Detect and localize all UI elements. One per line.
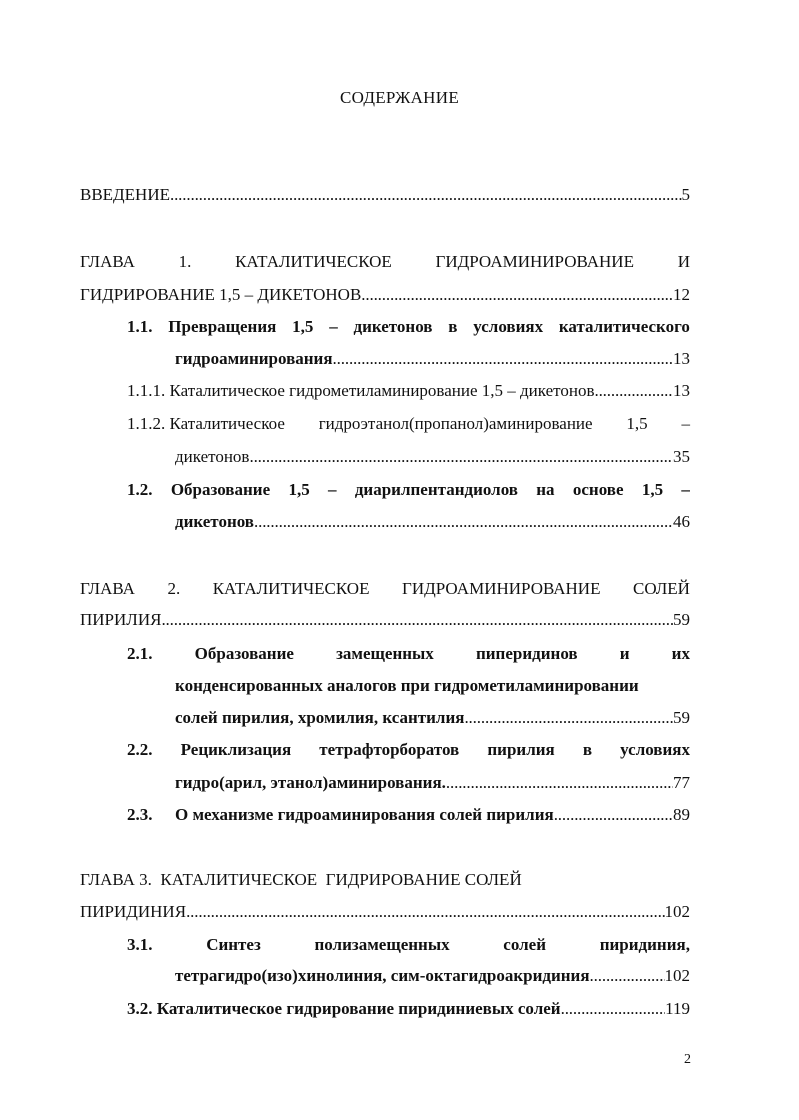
leader-dots bbox=[590, 964, 665, 988]
word: Образование bbox=[170, 480, 271, 499]
word: Рециклизация bbox=[180, 740, 292, 759]
word: – bbox=[681, 480, 690, 499]
word: – bbox=[681, 414, 690, 433]
leader-dots bbox=[361, 283, 673, 307]
section-number: 2.3. bbox=[127, 805, 153, 824]
toc-label: тетрагидро(изо)хинолиния, сим-октагидроакридиния bbox=[175, 966, 590, 985]
leader-dots bbox=[170, 183, 682, 207]
toc-chapter-2-line2[interactable] bbox=[80, 608, 690, 632]
section-number: 1.1. bbox=[127, 317, 153, 336]
toc-section-2-1-line2[interactable] bbox=[175, 674, 690, 698]
toc-label: солей пирилия, хромилия, ксантилия bbox=[175, 708, 465, 727]
word: и bbox=[619, 644, 630, 663]
section-number: 2.2. bbox=[127, 740, 153, 759]
word: 1. bbox=[178, 252, 192, 271]
section-number: 2.1. bbox=[127, 644, 153, 663]
word: пиперидинов bbox=[475, 644, 578, 663]
toc-label: 3.2. Каталитическое гидрирование пиридиниевых солей bbox=[127, 999, 561, 1018]
word: замещенных bbox=[336, 644, 434, 663]
leader-dots bbox=[254, 510, 673, 534]
toc-section-1-2[interactable] bbox=[127, 478, 690, 502]
toc-page: 13 bbox=[673, 349, 690, 368]
word: гидроэтанол(пропанол)аминирование bbox=[318, 414, 593, 433]
leader-dots bbox=[186, 900, 664, 924]
toc-page: 77 bbox=[673, 773, 690, 792]
leader-dots bbox=[161, 608, 673, 632]
toc-section-1-2-line2[interactable] bbox=[175, 510, 690, 534]
toc-chapter-3-line2[interactable] bbox=[80, 900, 690, 924]
toc-label: ВВЕДЕНИЕ bbox=[80, 185, 170, 204]
word: Превращения bbox=[168, 317, 277, 336]
word: СОЛЕЙ bbox=[633, 579, 690, 598]
word: 1.1.2. Каталитическое bbox=[127, 414, 285, 433]
page-number: 2 bbox=[684, 1052, 691, 1067]
word: – bbox=[328, 480, 337, 499]
page-title: СОДЕРЖАНИЕ bbox=[339, 88, 460, 107]
toc-section-1-1[interactable] bbox=[127, 315, 690, 339]
toc-label: О механизме гидроаминирования солей пирилия bbox=[175, 805, 554, 824]
word: пирилия bbox=[487, 740, 555, 759]
toc-chapter-2-heading[interactable] bbox=[80, 577, 690, 601]
word: тетрафторборатов bbox=[319, 740, 460, 759]
toc-page: 119 bbox=[665, 999, 690, 1018]
toc-label: 1.1.1. Каталитическое гидрометиламинирование 1,5 – дикетонов bbox=[127, 381, 595, 400]
toc-page: 46 bbox=[673, 512, 690, 531]
leader-dots bbox=[464, 706, 673, 730]
word: полизамещенных bbox=[314, 935, 450, 954]
word: И bbox=[677, 252, 690, 271]
toc-page: 89 bbox=[673, 805, 690, 824]
word: каталитического bbox=[558, 317, 690, 336]
word: дикетонов bbox=[353, 317, 433, 336]
toc-section-2-1-line3[interactable] bbox=[175, 706, 690, 730]
word: в bbox=[448, 317, 458, 336]
word: ГИДРОАМИНИРОВАНИЕ bbox=[435, 252, 634, 271]
leader-dots bbox=[594, 379, 673, 403]
toc-label: дикетонов bbox=[175, 447, 250, 466]
word: 1,5 bbox=[626, 414, 648, 433]
word: Образование bbox=[194, 644, 294, 663]
toc-section-2-1[interactable] bbox=[127, 642, 690, 666]
toc-section-3-2[interactable] bbox=[127, 997, 690, 1021]
toc-section-2-2-line2[interactable] bbox=[175, 771, 690, 795]
section-number: 1.2. bbox=[127, 480, 153, 499]
toc-chapter-1-line2[interactable] bbox=[80, 283, 690, 307]
toc-label: ПИРИЛИЯ bbox=[80, 610, 162, 629]
leader-dots bbox=[446, 771, 673, 795]
toc-page: 102 bbox=[664, 902, 690, 921]
toc-page: 59 bbox=[673, 708, 690, 727]
word: ГЛАВА bbox=[80, 579, 135, 598]
toc-page: 35 bbox=[673, 447, 690, 466]
leader-dots bbox=[249, 445, 673, 469]
toc-page: 5 bbox=[681, 185, 690, 204]
toc-label: ГЛАВА 3. КАТАЛИТИЧЕСКОЕ ГИДРИРОВАНИЕ СОЛЕЙ bbox=[80, 870, 522, 889]
word: 2. bbox=[167, 579, 181, 598]
toc-page: 102 bbox=[664, 966, 690, 985]
word: пиридиния, bbox=[599, 935, 690, 954]
word: условиях bbox=[473, 317, 544, 336]
word: ГЛАВА bbox=[80, 252, 135, 271]
toc-page: 12 bbox=[673, 285, 690, 304]
word: их bbox=[671, 644, 690, 663]
toc-label: ПИРИДИНИЯ bbox=[80, 902, 187, 921]
word: 1,5 bbox=[641, 480, 664, 499]
toc-section-1-1-line2[interactable] bbox=[175, 347, 690, 371]
word: Синтез bbox=[206, 935, 261, 954]
word: солей bbox=[503, 935, 546, 954]
toc-section-1-1-2[interactable] bbox=[127, 412, 690, 436]
word: 1,5 bbox=[288, 480, 310, 499]
word: КАТАЛИТИЧЕСКОЕ bbox=[212, 579, 370, 598]
word: основе bbox=[572, 480, 624, 499]
toc-page: 13 bbox=[673, 381, 690, 400]
word: – bbox=[329, 317, 338, 336]
toc-label: гидро(арил, этанол)аминирования. bbox=[175, 773, 446, 792]
toc-label: гидроаминирования bbox=[175, 349, 333, 368]
toc-section-3-1[interactable] bbox=[127, 933, 690, 957]
word: в bbox=[582, 740, 593, 759]
toc-label: дикетонов bbox=[175, 512, 254, 531]
toc-label: ГИДРИРОВАНИЕ 1,5 – ДИКЕТОНОВ bbox=[80, 285, 362, 304]
toc-page: 59 bbox=[673, 610, 690, 629]
toc-label: конденсированных аналогов при гидрометиламинировании bbox=[175, 676, 639, 695]
word: ГИДРОАМИНИРОВАНИЕ bbox=[402, 579, 601, 598]
toc-section-1-1-2-line2[interactable] bbox=[175, 445, 690, 469]
toc-section-1-1-1[interactable] bbox=[127, 379, 690, 403]
section-number: 3.1. bbox=[127, 935, 153, 954]
leader-dots bbox=[561, 997, 666, 1021]
word: 1,5 bbox=[292, 317, 314, 336]
word: диарилпентандиолов bbox=[354, 480, 518, 499]
leader-dots bbox=[333, 347, 673, 371]
word: условиях bbox=[620, 740, 690, 759]
toc-section-2-2[interactable] bbox=[127, 738, 690, 762]
toc-section-3-1-line2[interactable] bbox=[175, 964, 690, 988]
leader-dots bbox=[554, 803, 673, 827]
toc-chapter-3-heading[interactable] bbox=[80, 868, 690, 892]
toc-entry-intro[interactable] bbox=[80, 183, 690, 207]
toc-chapter-1-heading[interactable] bbox=[80, 250, 690, 274]
word: КАТАЛИТИЧЕСКОЕ bbox=[235, 252, 392, 271]
toc-section-2-3[interactable] bbox=[127, 803, 690, 827]
word: на bbox=[536, 480, 555, 499]
